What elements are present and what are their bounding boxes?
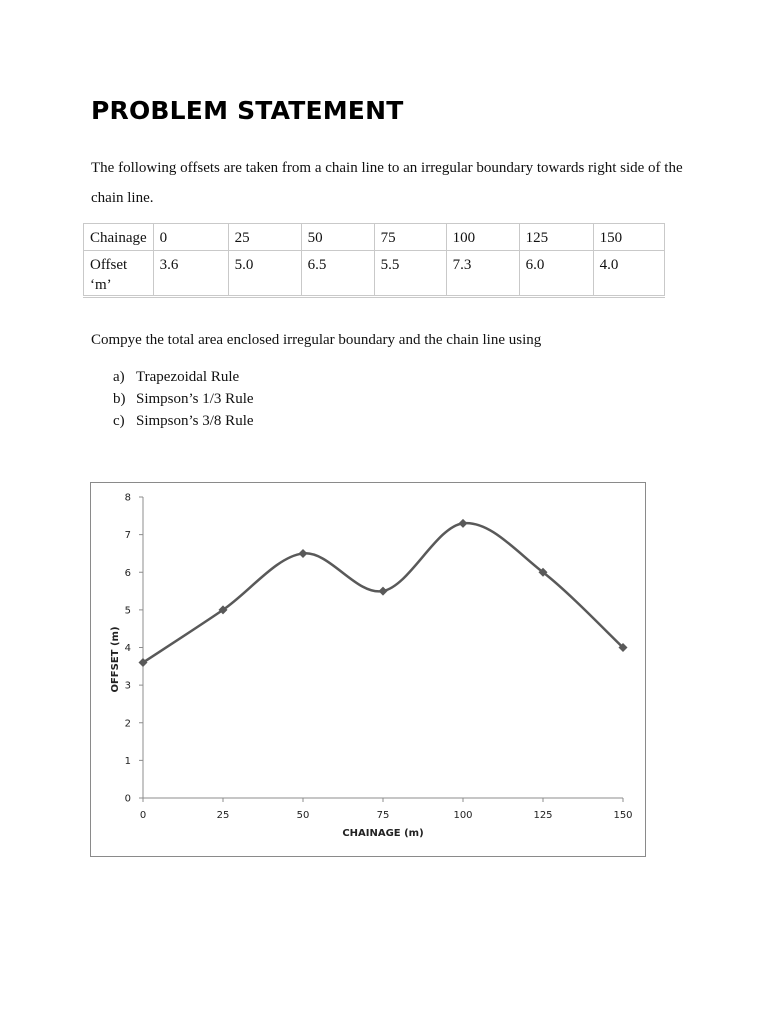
list-item-text: Trapezoidal Rule bbox=[136, 369, 240, 385]
x-tick-label: 150 bbox=[613, 810, 633, 821]
table-cell: 150 bbox=[593, 224, 664, 251]
list-marker: b) bbox=[113, 391, 126, 407]
x-tick-label: 125 bbox=[533, 810, 553, 821]
list-item bbox=[113, 366, 254, 388]
y-tick-label: 0 bbox=[124, 793, 131, 805]
table-cell: 125 bbox=[519, 224, 593, 251]
page-title: PROBLEM STATEMENT bbox=[91, 96, 404, 125]
table-cell: 4.0 bbox=[593, 251, 664, 297]
chart-frame bbox=[90, 482, 646, 857]
table-cell: 7.3 bbox=[446, 251, 519, 297]
y-tick-label: 6 bbox=[124, 567, 131, 579]
methods-list bbox=[113, 366, 254, 432]
data-point bbox=[459, 519, 468, 528]
y-tick-label: 8 bbox=[124, 492, 131, 504]
table-cell: Chainage bbox=[84, 224, 154, 251]
table-cell: 25 bbox=[228, 224, 301, 251]
table-cell: 50 bbox=[301, 224, 374, 251]
x-tick-label: 100 bbox=[453, 810, 473, 821]
y-tick-label: 7 bbox=[124, 530, 131, 542]
x-tick-label: 0 bbox=[139, 810, 147, 821]
list-item-text: Simpson’s 3/8 Rule bbox=[136, 413, 254, 429]
list-marker: c) bbox=[113, 413, 125, 429]
table-cell: 75 bbox=[374, 224, 446, 251]
y-axis-title: OFFSET (m) bbox=[110, 626, 121, 693]
list-marker: a) bbox=[113, 369, 125, 385]
list-item-text: Simpson’s 1/3 Rule bbox=[136, 391, 254, 407]
data-point bbox=[379, 587, 388, 596]
list-item bbox=[113, 388, 254, 410]
offset-table bbox=[83, 223, 665, 298]
table-row-chainage bbox=[84, 224, 665, 251]
y-tick-label: 1 bbox=[124, 755, 131, 767]
table-cell: 0 bbox=[153, 224, 228, 251]
table-cell: 100 bbox=[446, 224, 519, 251]
table-row-offset bbox=[84, 251, 665, 297]
task-paragraph: Compye the total area enclosed irregular boundary and the chain line using bbox=[91, 332, 542, 348]
y-tick-label: 3 bbox=[124, 680, 131, 692]
table-cell: Offset ‘m’ bbox=[84, 251, 154, 297]
x-axis-title: CHAINAGE (m) bbox=[342, 828, 424, 839]
x-tick-label: 25 bbox=[216, 810, 230, 821]
table-cell: 3.6 bbox=[153, 251, 228, 297]
list-item bbox=[113, 410, 254, 432]
x-tick-label: 50 bbox=[296, 810, 310, 821]
table-cell: 6.0 bbox=[519, 251, 593, 297]
table-cell: 5.0 bbox=[228, 251, 301, 297]
table-cell: 5.5 bbox=[374, 251, 446, 297]
x-tick-label: 75 bbox=[376, 810, 390, 821]
y-tick-label: 4 bbox=[124, 643, 131, 654]
y-tick-label: 2 bbox=[124, 718, 131, 730]
offset-chart bbox=[91, 483, 647, 858]
intro-paragraph: The following offsets are taken from a chain line to an irregular boundary towards right side of the chain line. bbox=[91, 160, 683, 206]
y-tick-label: 5 bbox=[124, 605, 131, 617]
data-point bbox=[299, 549, 308, 558]
table-cell: 6.5 bbox=[301, 251, 374, 297]
